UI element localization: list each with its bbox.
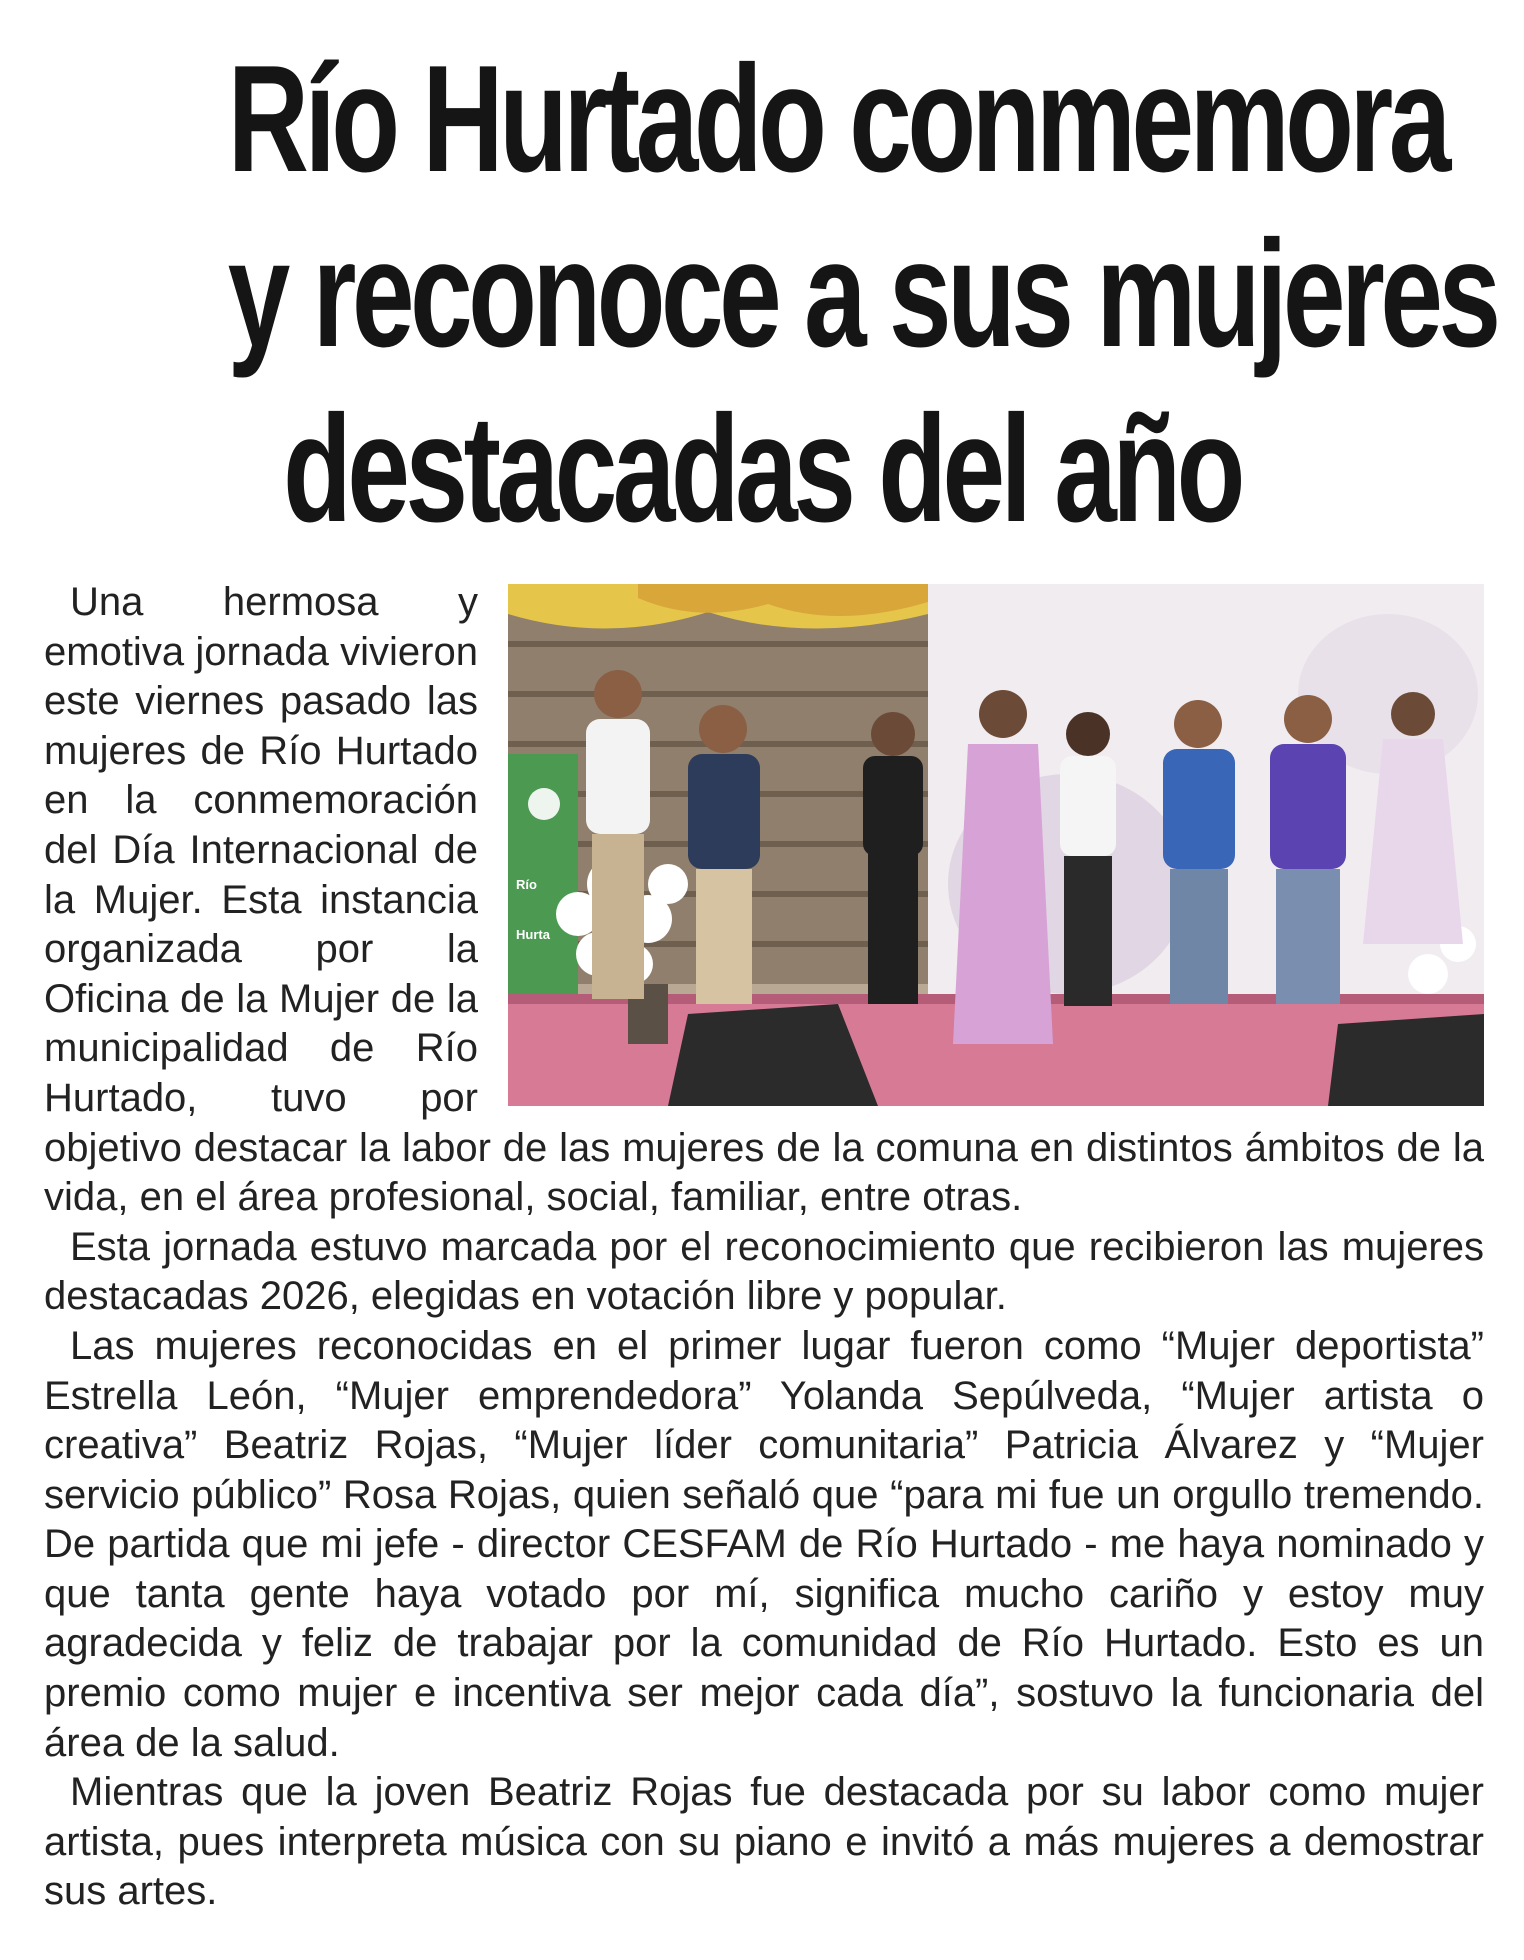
event-photo <box>508 584 1484 1106</box>
banner-text: Río Hurta <box>516 877 550 942</box>
paragraph-3: Las mujeres reconocidas en el primer lugar fueron como “Mujer deportista” Estrella León, “Mujer emprendedora” Yolanda Sepúlveda, “Mujer artista o creativa” Beatriz Rojas, “Mujer líder comunitaria” Patricia Álvarez y “Mujer servicio público” Rosa Rojas, quien señaló que “para mi fue un orgullo tremendo. De partida que mi jefe - director CESFAM de Río Hurtado - me haya nominado y que tanta gente haya votado por mí, significa mucho cariño y estoy muy agradecida y feliz de trabajar por la comunidad de Río Hurtado. Esto es un premio como mujer e incentiva ser mejor cada día”, sostuvo la funcionaria del área de la salud. <box>44 1323 1484 1765</box>
headline-line-2: y reconoce a sus mujeres <box>227 209 1497 379</box>
article-headline <box>227 32 1497 557</box>
paragraph-2: Esta jornada estuvo marcada por el reconocimiento que recibieron las mujeres destacadas 2026, elegidas en votación libre y popular. <box>44 1224 1484 1319</box>
paragraph-4: Mientras que la joven Beatriz Rojas fue destacada por su labor como mujer artista, pues interpreta música con su piano e invitó a más mujeres a demostrar sus artes. <box>44 1770 1484 1914</box>
event-photo-illustration <box>508 584 1484 1106</box>
article-body <box>44 578 1484 1917</box>
paragraph-1: Una hermosa y emotiva jornada vivieron este viernes pasado las mujeres de Río Hurtado en la conmemoración del Día Internacional de la Mujer. Esta instancia organizada por la Oficina de la Mujer de la municipalidad de Río Hurtado, tuvo por objetivo destacar la labor de las mujeres de la comuna en distintos ámbitos de la vida, en el área profesional, social, familiar, entre otras. <box>44 580 1484 1220</box>
headline-line-1: Río Hurtado conmemora <box>227 34 1447 204</box>
headline-line-3: destacadas del año <box>283 384 1241 554</box>
